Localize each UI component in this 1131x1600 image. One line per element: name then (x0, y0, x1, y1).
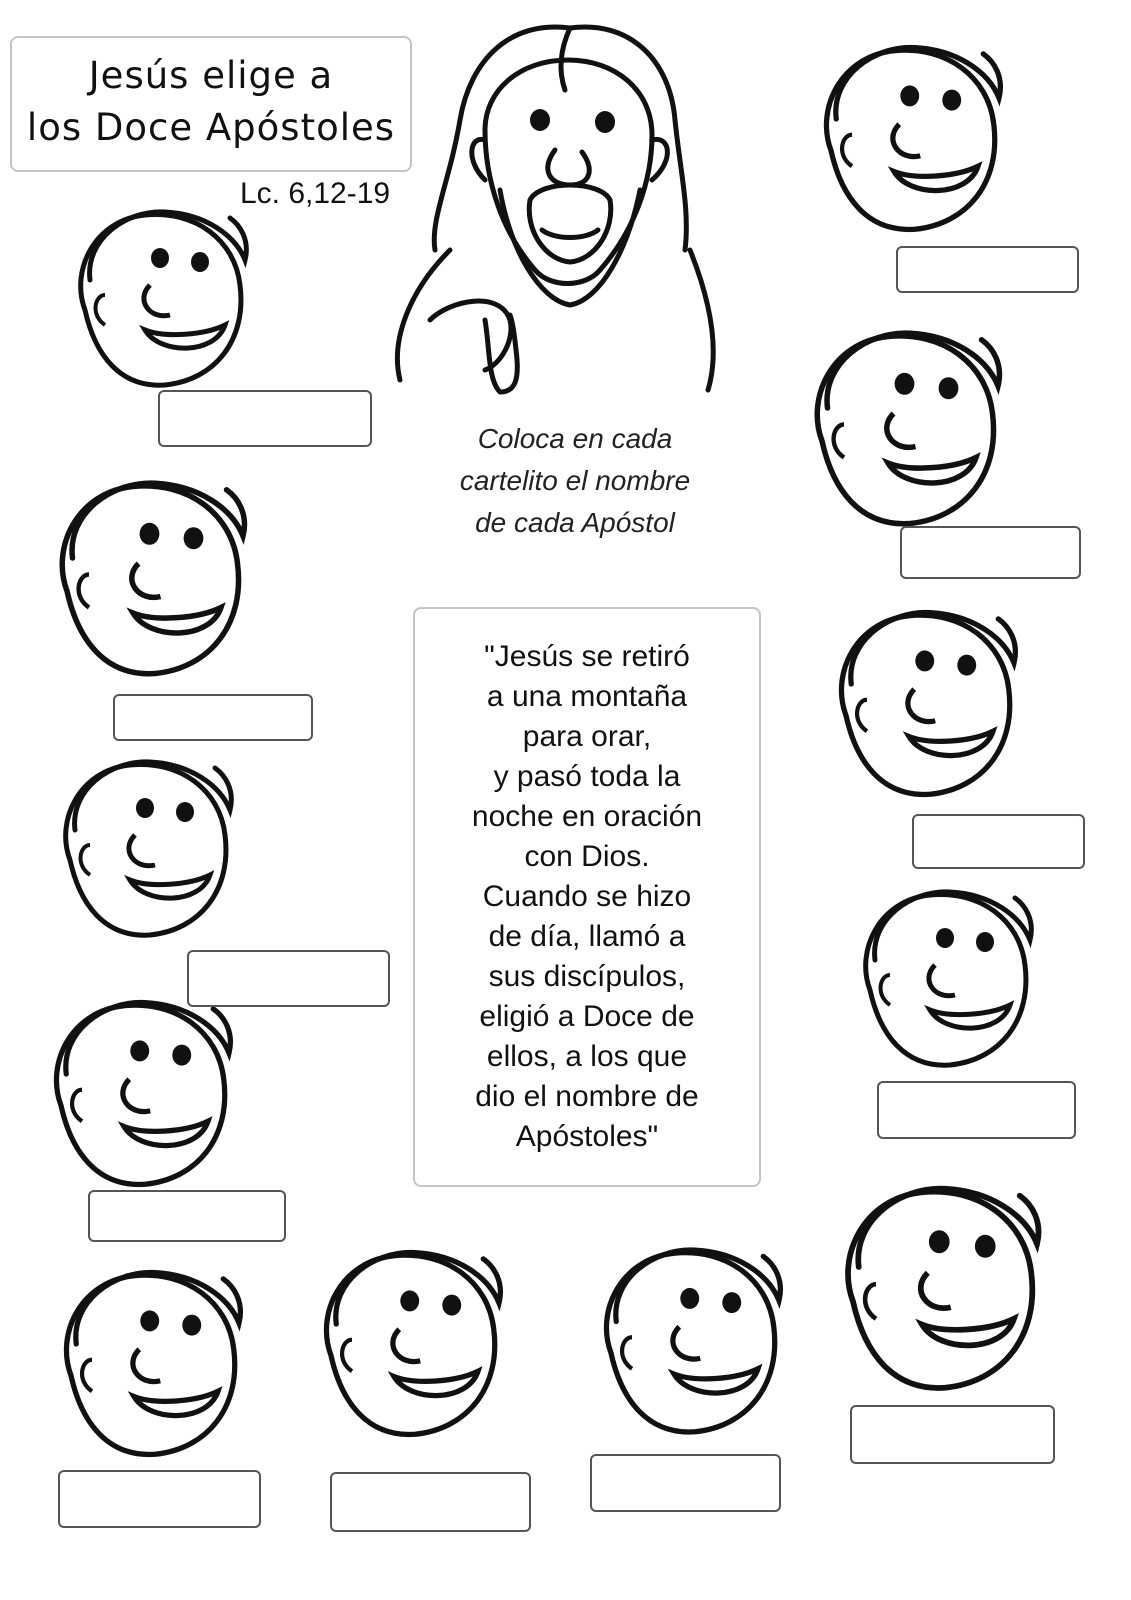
instruction-line-2: cartelito el nombre (459, 465, 691, 496)
apostle-face-9 (45, 1260, 265, 1470)
quote-line: "Jesús se retiró (484, 640, 690, 673)
quote-line: y pasó toda la (493, 760, 681, 793)
quote-line: a una montaña (486, 680, 688, 713)
apostle-face-10 (310, 1225, 520, 1465)
quote-line: sus discípulos, (488, 960, 686, 993)
jesus-illustration (390, 20, 720, 400)
quote-line: dio el nombre de (475, 1080, 699, 1113)
quote-line: Apóstoles" (515, 1120, 659, 1153)
apostle-face-8 (845, 880, 1055, 1080)
name-slot-6[interactable] (912, 814, 1085, 869)
quote-line: para orar, (522, 720, 652, 753)
name-slot-12[interactable] (850, 1405, 1055, 1464)
quote-box (413, 607, 761, 1187)
name-slot-2[interactable] (896, 246, 1079, 293)
bible-reference: Lc. 6,12-19 (240, 177, 391, 210)
name-slot-11[interactable] (590, 1454, 781, 1512)
apostle-face-3 (40, 470, 270, 690)
name-slot-8[interactable] (877, 1081, 1076, 1139)
apostle-face-12 (830, 1175, 1060, 1405)
instruction-line-1: Coloca en cada (477, 423, 673, 454)
instruction-text (430, 418, 720, 544)
apostle-face-6 (815, 600, 1045, 810)
quote-line: eligió a Doce de (479, 1000, 695, 1033)
title-box (10, 36, 412, 172)
apostle-face-1 (40, 200, 290, 400)
name-slot-5[interactable] (187, 950, 390, 1007)
quote-line: noche en oración (471, 800, 703, 833)
name-slot-7[interactable] (88, 1190, 286, 1242)
name-slot-9[interactable] (58, 1470, 261, 1528)
apostle-face-11 (590, 1235, 800, 1450)
apostle-face-7 (30, 990, 260, 1200)
apostle-face-4 (790, 320, 1030, 540)
name-slot-4[interactable] (900, 526, 1081, 579)
quote-line: con Dios. (524, 840, 650, 873)
apostle-face-2 (800, 35, 1030, 245)
name-slot-10[interactable] (330, 1472, 531, 1532)
quote-line: Cuando se hizo (482, 880, 692, 913)
quote-line: de día, llamó a (488, 920, 686, 953)
name-slot-3[interactable] (113, 694, 313, 741)
title-line-1: Jesús elige a (88, 54, 334, 97)
instruction-line-3: de cada Apóstol (475, 507, 675, 538)
name-slot-1[interactable] (158, 390, 372, 447)
apostle-face-5 (40, 750, 260, 950)
quote-line: ellos, a los que (486, 1040, 688, 1073)
title-line-2: los Doce Apóstoles (26, 106, 396, 149)
